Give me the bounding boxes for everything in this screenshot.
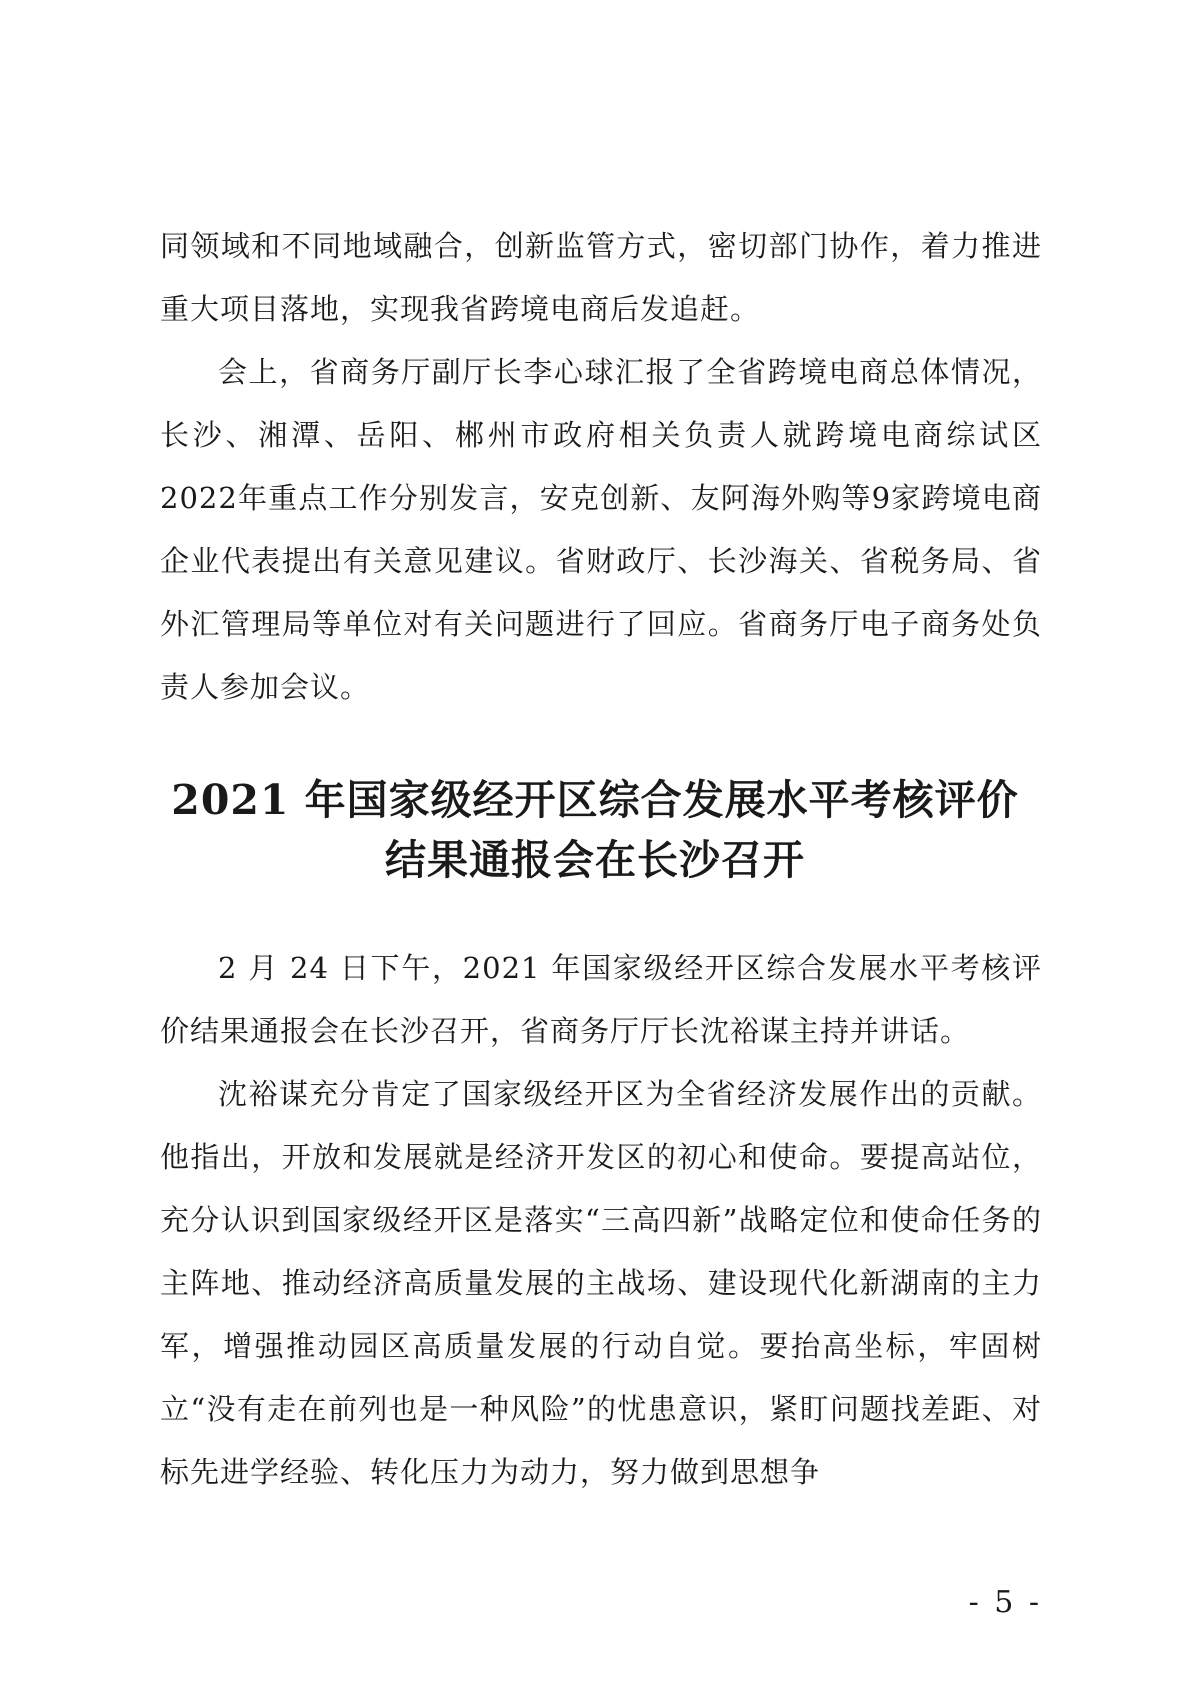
article-body [160, 937, 1042, 1504]
paragraph-continuation: 同领域和不同地域融合，创新监管方式，密切部门协作，着力推进重大项目落地，实现我省跨境电商后发追赶。 [160, 229, 1042, 326]
paragraph-speech: 沈裕谋充分肯定了国家级经开区为全省经济发展作出的贡献。他指出，开放和发展就是经济开发区的初心和使命。要提高站位，充分认识到国家级经开区是落实“三高四新”战略定位和使命任务的主阵地、推动经济高质量发展的主战场、建设现代化新湖南的主力军，增强推动园区高质量发展的行动自觉。要抬高坐标，牢固树立“没有走在前列也是一种风险”的忧患意识，紧盯问题找差距、对标先进学经验、转化压力为动力，努力做到思想争 [160, 1077, 1042, 1489]
continued-text-block [160, 215, 1042, 719]
article-title [120, 770, 1070, 890]
article-title-line-1: 2021 年国家级经开区综合发展水平考核评价 [171, 776, 1019, 824]
page-number: - 5 - [968, 1585, 1042, 1620]
paragraph-meeting-report: 会上，省商务厅副厅长李心球汇报了全省跨境电商总体情况，长沙、湘潭、岳阳、郴州市政府相关负责人就跨境电商综试区2022年重点工作分别发言，安克创新、友阿海外购等9家跨境电商企业代表提出有关意见建议。省财政厅、长沙海关、省税务局、省外汇管理局等单位对有关问题进行了回应。省商务厅电子商务处负责人参加会议。 [160, 355, 1042, 704]
article-title-line-2: 结果通报会在长沙召开 [385, 836, 805, 884]
paragraph-lead: 2 月 24 日下午，2021 年国家级经开区综合发展水平考核评价结果通报会在长沙召开，省商务厅厅长沈裕谋主持并讲话。 [160, 951, 1042, 1048]
